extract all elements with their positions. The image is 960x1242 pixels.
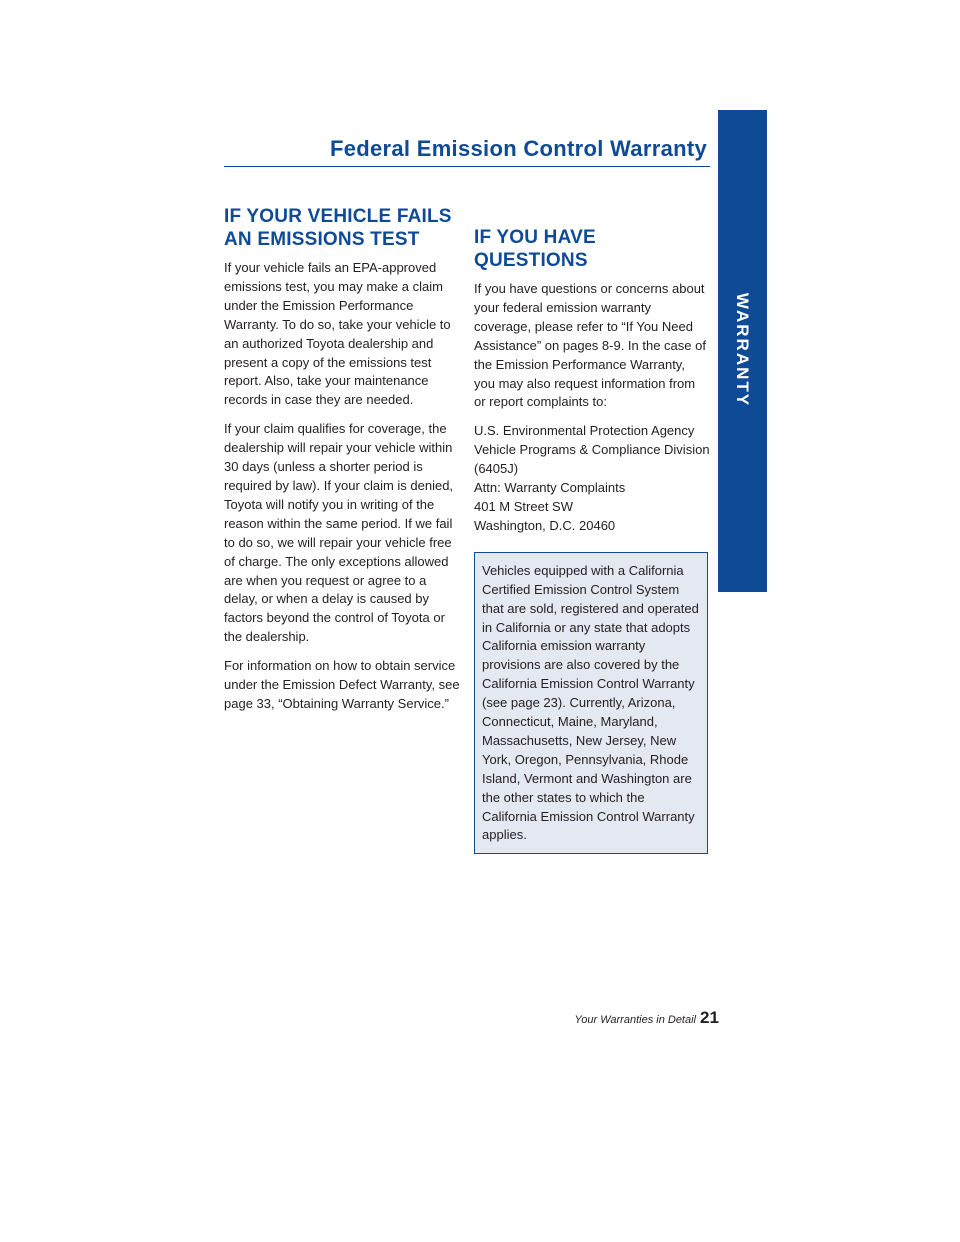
paragraph: If your claim qualifies for coverage, the dealership will repair your vehicle within 30 days (unless a shorter period is required by law). If your claim is denied, Toyota will notify you in writing of the reason within the same period. If we fail to do so, we will repair your vehicle free of charge. The only exceptions allowed are when you request or agree to a delay, or when a delay is caused by factors beyond the control of Toyota or the dealership. [224, 421, 454, 645]
address-line: 401 M Street SW [474, 498, 573, 514]
heading-line-1: IF YOUR VEHICLE FAILS [224, 206, 452, 227]
address-line: Vehicle Programs & Compliance Division [474, 442, 710, 458]
address-line: Washington, D.C. 20460 [474, 517, 616, 533]
section-heading-questions: IF YOU HAVE QUESTIONS [474, 227, 596, 271]
left-column [224, 205, 460, 724]
right-column [474, 226, 708, 854]
paragraph: For information on how to obtain service under the Emission Defect Warranty, see page 33, “Obtaining Warranty Service.” [224, 658, 460, 711]
section-heading-fails-test [224, 205, 460, 251]
address-line: (6405J) [474, 461, 519, 477]
address-line: Attn: Warranty Complaints [474, 480, 626, 496]
page-number: 21 [700, 1008, 719, 1027]
epa-address [474, 422, 708, 535]
paragraph: If your vehicle fails an EPA-approved emissions test, you may make a claim under the Emission Performance Warranty. To do so, take your vehicle to an authorized Toyota dealership and present a copy of the emissions test report. Also, take your maintenance records in case they are needed. [224, 260, 451, 408]
california-note-box: Vehicles equipped with a California Certified Emission Control System that are sold, registered and operated in California or any state that adopts California emission warranty provisions are also covered by the California Emission Control Warranty (see page 23). Currently, Arizona, Connecticut, Maine, Maryland, Massachusetts, New Jersey, New York, Oregon, Pennsylvania, Rhode Island, Vermont and Washington are the other states to which the California Emission Control Warranty applies. [474, 552, 708, 855]
title-divider [224, 166, 710, 167]
side-tab-label: WARRANTY [733, 292, 752, 408]
footer-section-label: Your Warranties in Detail [574, 1014, 696, 1026]
paragraph: If you have questions or concerns about your federal emission warranty coverage, please refer to “If You Need Assistance” on pages 8-9. In the case of the Emission Performance Warranty, you may also request information from or report complaints to: [474, 281, 706, 410]
heading-line-2: AN EMISSIONS TEST [224, 229, 420, 250]
address-line: U.S. Environmental Protection Agency [474, 423, 695, 439]
page-title: Federal Emission Control Warranty [329, 136, 707, 161]
